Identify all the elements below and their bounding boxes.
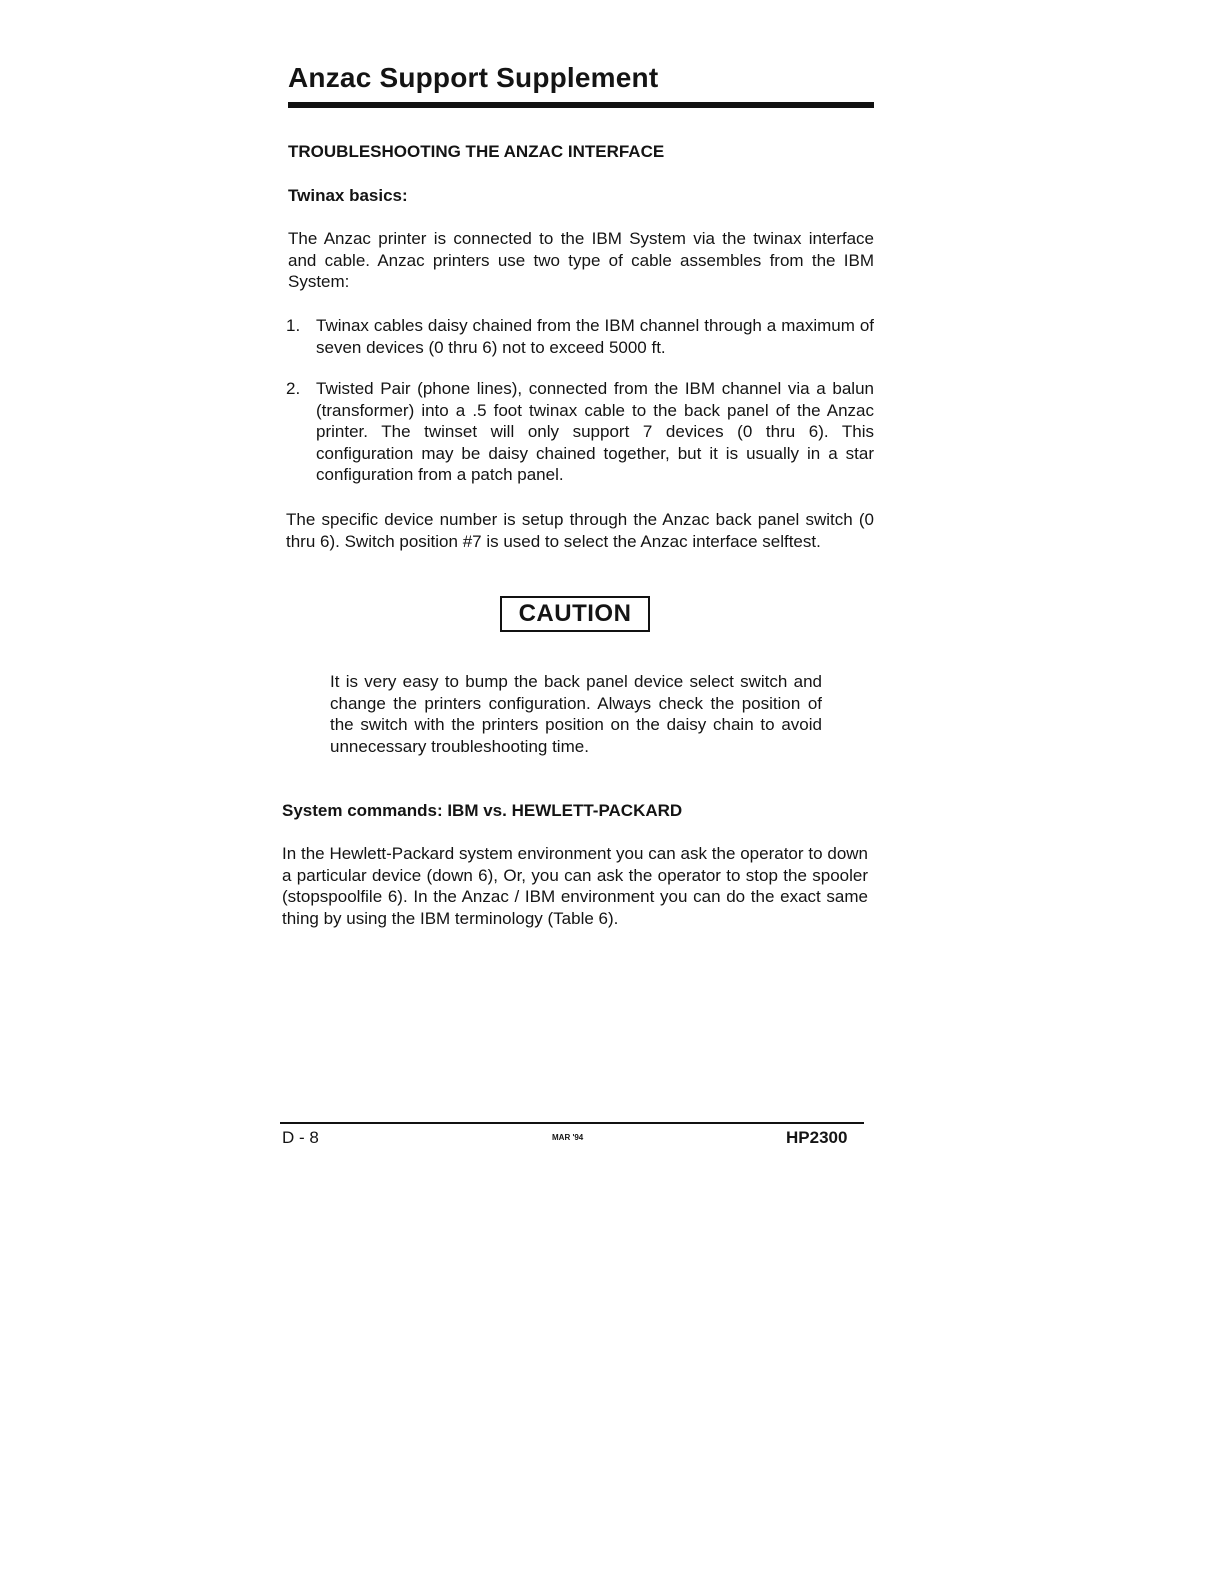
list-item-number: 2. <box>286 379 301 398</box>
list-item <box>286 378 874 486</box>
device-switch-note: The specific device number is setup through the Anzac back panel switch (0 thru 6). Switch position #7 is used to select the Anzac interface selftest. <box>286 510 874 551</box>
list-item-text: Twisted Pair (phone lines), connected from the IBM channel via a balun (transformer) into a .5 foot twinax cable to the back panel of the Anzac printer. The twinset will only support 7 devices (0 thru 6). This configuration may be daisy chained together, but it is usually in a star configuration from a patch panel. <box>316 379 874 484</box>
caution-text: It is very easy to bump the back panel device select switch and change the printers configuration. Always check the position of the switch with the printers position on the daisy chain to avoid unnecessary troubleshooting time. <box>330 672 822 756</box>
list-item <box>286 315 874 358</box>
twinax-heading: Twinax basics: <box>288 186 408 205</box>
page-number: D - 8 <box>282 1128 319 1147</box>
twinax-intro: The Anzac printer is connected to the IBM System via the twinax interface and cable. Anzac printers use two type of cable assembles from the IBM System: <box>288 229 874 291</box>
page-title: Anzac Support Supplement <box>288 62 659 93</box>
list-item-text: Twinax cables daisy chained from the IBM channel through a maximum of seven devices (0 thru 6) not to exceed 5000 ft. <box>316 316 874 357</box>
header-rule <box>288 102 874 108</box>
commands-heading: System commands: IBM vs. HEWLETT-PACKARD <box>282 801 683 820</box>
footer-date: MAR '94 <box>552 1133 584 1142</box>
list-item-number: 1. <box>286 316 301 335</box>
footer-rule <box>280 1122 864 1124</box>
commands-text: In the Hewlett-Packard system environment you can ask the operator to down a particular device (down 6), Or, you can ask the operator to stop the spooler (stopspoolfile 6). In the Anzac / IBM environment you can do the exact same thing by using the IBM terminology (Table 6). <box>282 844 868 928</box>
caution-label: CAUTION <box>500 596 650 632</box>
section-heading: TROUBLESHOOTING THE ANZAC INTERFACE <box>288 142 665 161</box>
product-name: HP2300 <box>786 1128 848 1147</box>
